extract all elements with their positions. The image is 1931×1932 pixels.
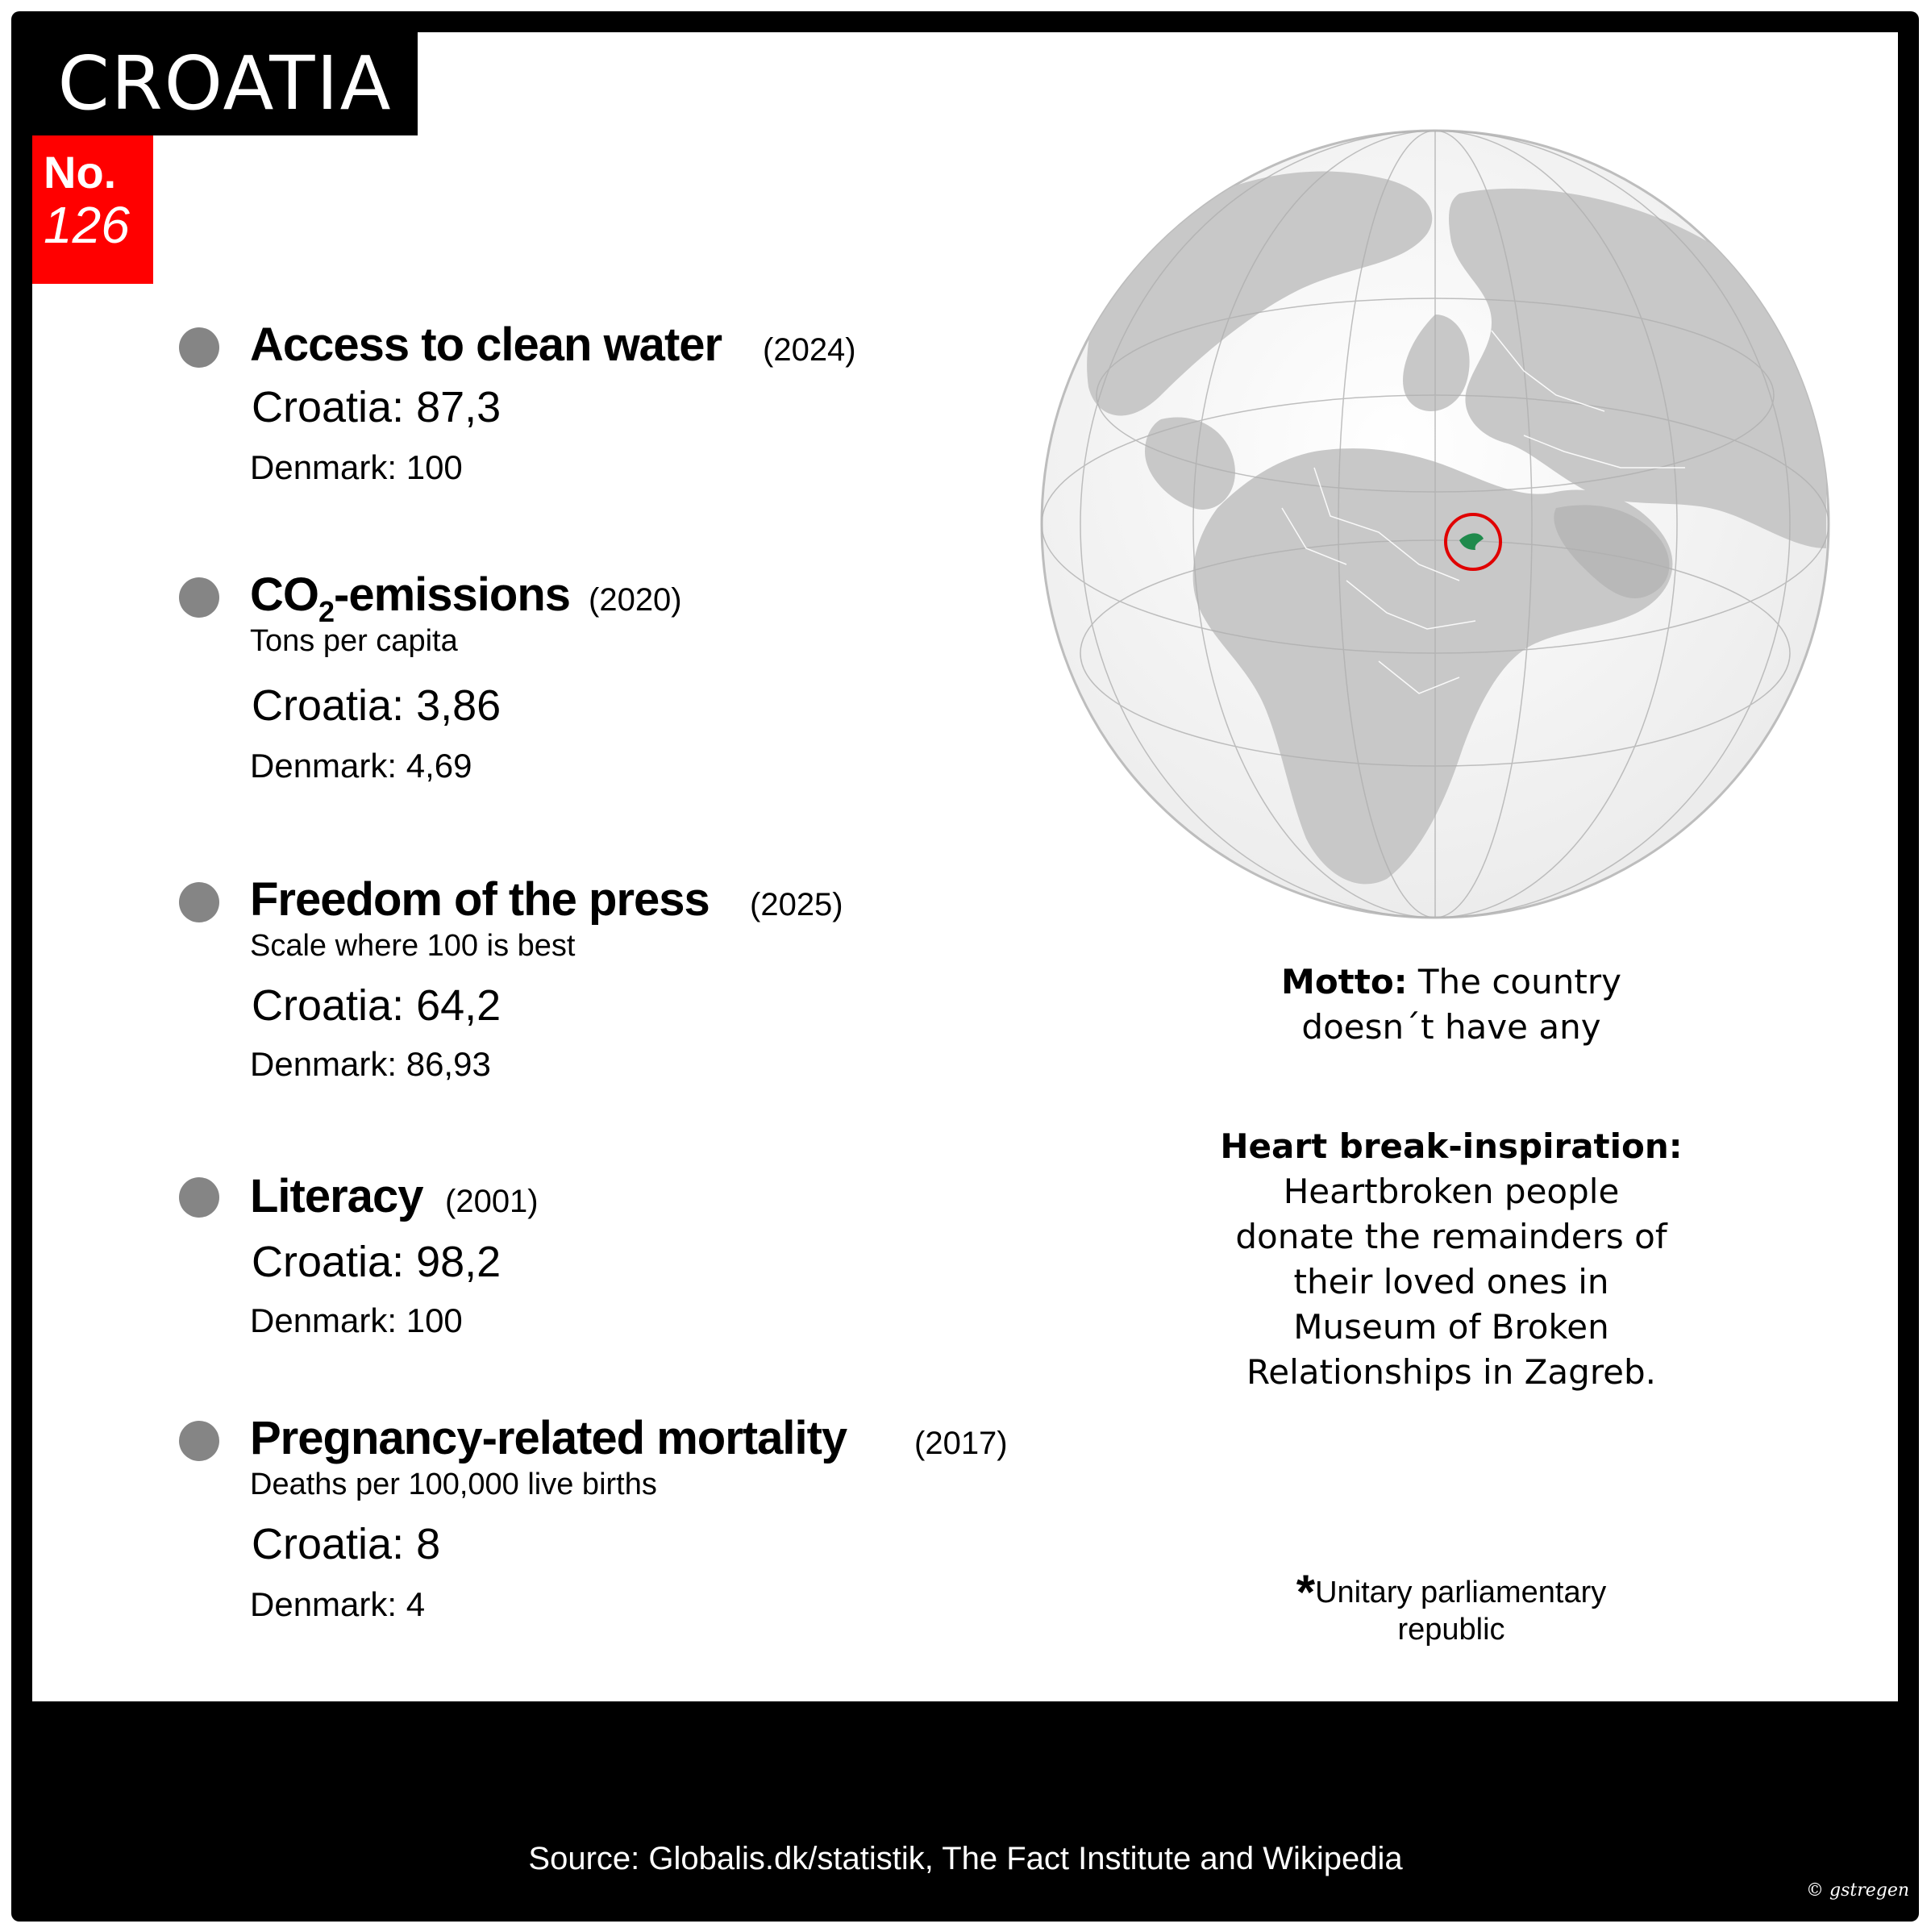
globe-map-icon [1040,129,1830,919]
stat-year: (2025) [750,887,843,922]
stat-croatia-value: Croatia: 8 [252,1520,441,1568]
asterisk-icon: * [1296,1565,1316,1619]
stat-year: (2001) [445,1184,539,1219]
stat-denmark-value: Denmark: 86,93 [250,1045,491,1083]
stat-year: (2020) [589,582,682,618]
stat-denmark-value: Denmark: 100 [250,1301,463,1339]
stat-denmark-value: Denmark: 100 [250,448,463,486]
government-line-1 [1121,1565,1782,1619]
source-line: Source: Globalis.dk/statistik, The Fact Institute and Wikipedia [528,1841,1403,1876]
heartbreak-line: Heartbroken people [1283,1172,1620,1211]
stat-unit: Deaths per 100,000 live births [250,1468,657,1501]
stat-unit: Scale where 100 is best [250,929,576,963]
bullet-dot-icon [179,327,219,368]
motto-line-1 [1121,960,1782,1005]
heartbreak-block [1121,1124,1782,1395]
heartbreak-line: Relationships in Zagreb. [1246,1352,1657,1392]
stat-denmark-value: Denmark: 4,69 [250,747,472,785]
stat-year: (2017) [914,1426,1008,1461]
stat-title: Pregnancy-related mortality [250,1412,847,1464]
stat-croatia-value: Croatia: 64,2 [252,981,501,1030]
heartbreak-line: donate the remainders of [1235,1217,1667,1256]
stat-title: Access to clean water [250,319,722,371]
government-text-1: Unitary parliamentary [1315,1576,1607,1609]
bullet-dot-icon [179,577,219,618]
rank-badge-label: No. [44,147,117,198]
government-text-2: republic [1397,1613,1505,1647]
country-title: CROATIA [57,40,393,127]
bullet-dot-icon [179,1177,219,1218]
stat-croatia-value: Croatia: 98,2 [252,1238,501,1286]
bullet-dot-icon [179,1421,219,1461]
motto-text-2: doesn´t have any [1301,1007,1601,1047]
motto-text-1: The country [1417,962,1621,1001]
stat-title [250,568,571,628]
rank-badge-number: 126 [44,196,130,254]
stat-title-prefix: CO [250,568,318,621]
bullet-dot-icon [179,882,219,922]
stat-title-suffix: -emissions [334,568,571,621]
stat-title: Freedom of the press [250,873,710,926]
stat-title: Literacy [250,1170,423,1222]
stat-croatia-value: Croatia: 3,86 [252,681,501,730]
heartbreak-line: their loved ones in [1293,1262,1609,1301]
motto-heading: Motto: [1281,962,1408,1001]
stat-title-subscript: 2 [318,595,335,628]
stat-unit: Tons per capita [250,624,458,658]
stat-denmark-value: Denmark: 4 [250,1585,426,1623]
heartbreak-heading: Heart break-inspiration: [1220,1126,1683,1166]
stat-year: (2024) [763,332,856,368]
stat-croatia-value: Croatia: 87,3 [252,383,501,431]
artist-signature: © gstregen [1806,1880,1910,1901]
heartbreak-line: Museum of Broken [1293,1307,1609,1347]
motto-block [1121,960,1782,1050]
government-block [1121,1565,1782,1648]
